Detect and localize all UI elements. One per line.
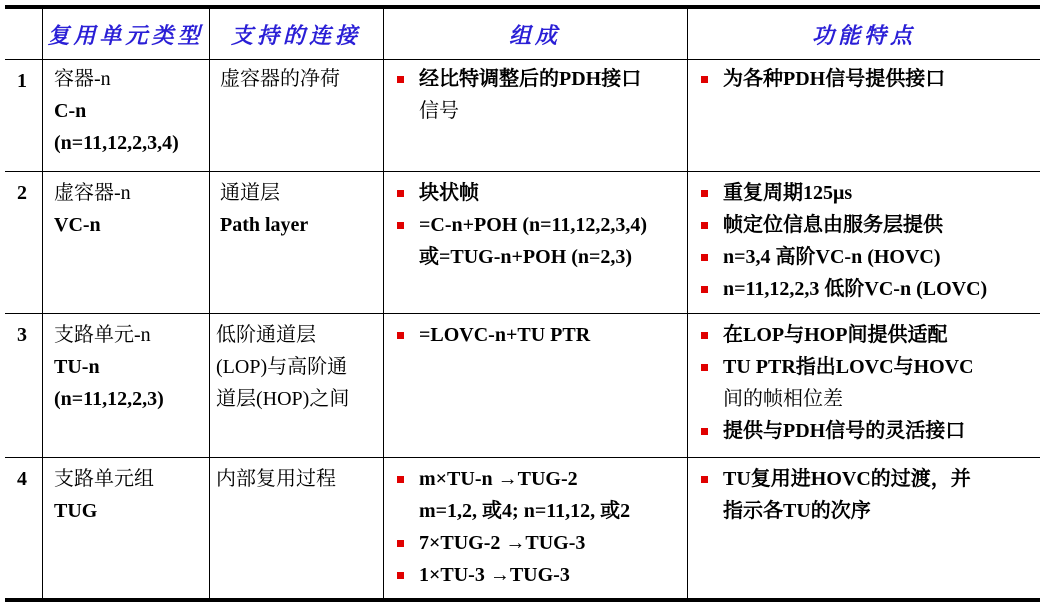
- composition-item: 信号: [419, 100, 459, 122]
- connection-line: 道层(HOP)之间: [216, 388, 350, 410]
- connection-cell: [216, 319, 349, 415]
- features-cell: [697, 63, 945, 95]
- composition-cell: [393, 177, 647, 273]
- features-cell: [697, 463, 971, 527]
- header-type: 复用单元类型: [47, 22, 204, 48]
- type-line: VC-n: [54, 214, 101, 236]
- table-row: [5, 60, 1040, 171]
- type-line: (n=11,12,2,3,4): [54, 132, 179, 154]
- feature-item: n=3,4 高阶VC-n (HOVC): [697, 241, 987, 273]
- feature-item: 提供与PDH信号的灵活接口: [697, 415, 974, 447]
- feature-item: 为各种PDH信号提供接口: [697, 63, 945, 95]
- feature-item: 指示各TU的次序: [723, 500, 871, 522]
- header-connection: 支持的连接: [230, 22, 361, 48]
- composition-item: 1×TU-3 →TUG-3: [393, 559, 630, 591]
- type-line: TU-n: [54, 356, 100, 378]
- connection-line: 通道层: [220, 182, 280, 204]
- composition-item: m×TU-n →TUG-2: [393, 463, 630, 495]
- connection-line: 低阶通道层: [216, 324, 316, 346]
- feature-item: n=11,12,2,3 低阶VC-n (LOVC): [697, 273, 987, 305]
- type-cell: [54, 463, 154, 527]
- type-cell: [54, 177, 131, 241]
- table-row: [5, 172, 1040, 313]
- features-cell: [697, 177, 987, 305]
- composition-item: 7×TUG-2 →TUG-3: [393, 527, 630, 559]
- table-header: [5, 9, 1040, 59]
- composition-item: 块状帧: [393, 177, 647, 209]
- composition-item: =C-n+POH (n=11,12,2,3,4): [393, 209, 647, 241]
- type-line: (n=11,12,2,3): [54, 388, 164, 410]
- row-number: 3: [17, 324, 27, 346]
- header-features: 功能特点: [811, 22, 916, 48]
- row-number: 1: [17, 70, 27, 92]
- connection-line: Path layer: [220, 214, 309, 236]
- type-cell: [54, 63, 179, 159]
- header-composition: 组成: [508, 22, 561, 48]
- type-line: 容器-n: [54, 68, 111, 90]
- row-number: 2: [17, 182, 27, 204]
- type-line: 虚容器-n: [54, 182, 131, 204]
- feature-item: 重复周期125μs: [697, 177, 987, 209]
- feature-item: 间的帧相位差: [723, 388, 843, 410]
- feature-item: 在LOP与HOP间提供适配: [697, 319, 974, 351]
- composition-item: =LOVC-n+TU PTR: [393, 319, 590, 351]
- row-number: 4: [17, 468, 27, 490]
- connection-cell: [216, 463, 336, 495]
- feature-item: TU PTR指出LOVC与HOVC: [697, 351, 974, 383]
- multiplexing-units-table: [5, 5, 1040, 602]
- table-row: [5, 458, 1040, 598]
- type-line: 支路单元组: [54, 468, 154, 490]
- feature-item: TU复用进HOVC的过渡，并: [697, 463, 971, 495]
- composition-item: 经比特调整后的PDH接口: [393, 63, 641, 95]
- table-bottom-rule: [5, 598, 1040, 602]
- type-line: C-n: [54, 100, 87, 122]
- connection-line: 内部复用过程: [216, 468, 336, 490]
- feature-item: 帧定位信息由服务层提供: [697, 209, 987, 241]
- features-cell: [697, 319, 974, 447]
- connection-cell: [220, 177, 308, 241]
- table-row: [5, 314, 1040, 457]
- connection-line: (LOP)与高阶通: [216, 356, 348, 378]
- type-cell: [54, 319, 164, 415]
- type-line: 支路单元-n: [54, 324, 151, 346]
- composition-item: 或=TUG-n+POH (n=2,3): [419, 246, 633, 268]
- composition-cell: [393, 463, 630, 591]
- composition-item: m=1,2, 或4; n=11,12, 或2: [419, 500, 631, 522]
- connection-line: 虚容器的净荷: [220, 68, 340, 90]
- connection-cell: [220, 63, 340, 95]
- composition-cell: [393, 319, 590, 351]
- type-line: TUG: [54, 500, 98, 522]
- composition-cell: [393, 63, 641, 127]
